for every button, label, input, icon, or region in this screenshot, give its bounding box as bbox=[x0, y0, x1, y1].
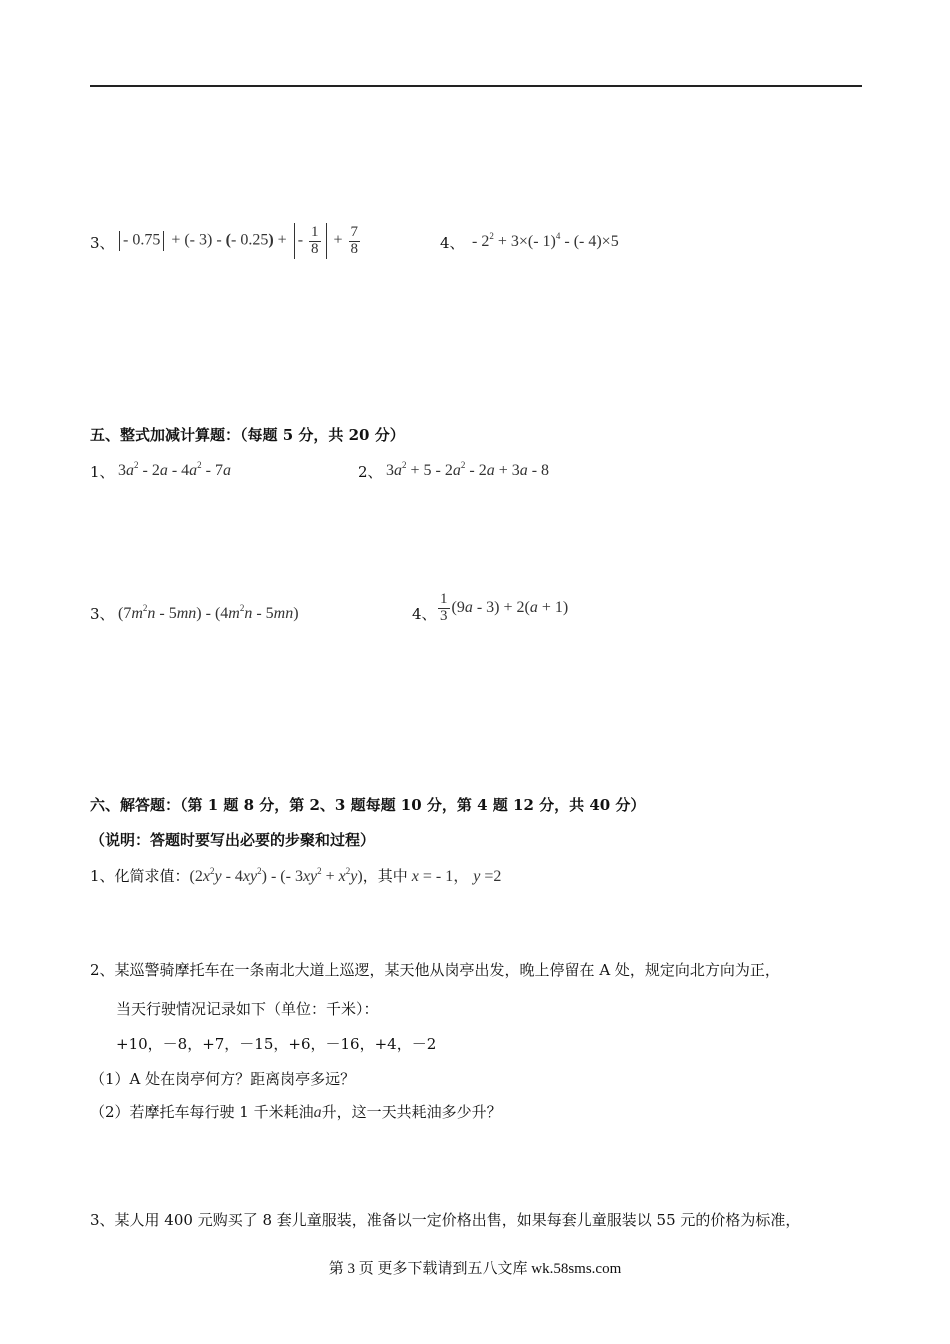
problem-4-expression: - $2^2 + 3\times(-$ 1)$^4$ - (- 4)×5 bbox=[472, 231, 619, 250]
section-6-heading: 六、解答题：（第 1 题 8 分，第 2、3 题每题 10 分，第 4 题 12 分，共 40 分） bbox=[90, 796, 646, 814]
question-2-sub-2-text-b: 升，这一天共耗油多少升？ bbox=[321, 1103, 502, 1121]
problem-4-label: 4、 bbox=[440, 234, 465, 252]
question-2-data: +10，－8，+7，－15，+6，－16，+4，－2 bbox=[116, 1035, 437, 1053]
question-2-line-1: 2、某巡警骑摩托车在一条南北大道上巡逻，某天他从岗亭出发，晚上停留在 A 处，规定向北方向为正， bbox=[90, 961, 780, 979]
section-5-problem-3-label: 3、 bbox=[90, 605, 115, 623]
section-5-problem-4-label: 4、 bbox=[412, 605, 437, 623]
question-1-expression: $(2x^2y - 4xy^2)$ - (- $3xy^2 + x^2y$) bbox=[189, 866, 363, 885]
question-1-mid: ，其中 bbox=[362, 867, 408, 885]
question-2-sub-2-text-a: （2）若摩托车每行驶 1 千米耗油 bbox=[90, 1103, 314, 1121]
section-5-problem-1-expression: $3a^2 - 2a - 4a^2 - 7a$ bbox=[118, 460, 231, 479]
question-1-condition: x = - 1， y =2 bbox=[411, 868, 502, 885]
page-footer: 第 3 页 更多下载请到五八文库 wk.58sms.com bbox=[328, 1261, 622, 1277]
section-6-note: （说明：答题时要写出必要的步聚和过程） bbox=[90, 831, 376, 849]
section-5-problem-3-expression: $(7m^2n - 5mn) - (4m^2n - 5mn)$ bbox=[118, 603, 299, 622]
section-5-heading: 五、整式加减计算题：（每题 5 分，共 20 分） bbox=[90, 426, 405, 444]
question-2-sub-2-variable: a bbox=[313, 1104, 322, 1121]
problem-3-expression: - 0.75 + (- 3) - (- 0.25) + - $\frac{1}{8}$ + $\frac{7}{8}$ bbox=[116, 223, 362, 259]
top-rule bbox=[90, 85, 862, 87]
question-2-sub-2 bbox=[90, 1101, 502, 1122]
question-2-sub-1: （1）A 处在岗亭何方？距离岗亭多远？ bbox=[90, 1070, 356, 1088]
question-1 bbox=[90, 863, 501, 886]
section-5-problem-2-expression: $3a^2 + 5 - 2a^2 - 2a + 3a - 8$ bbox=[386, 460, 550, 479]
problem-3-label: 3、 bbox=[90, 234, 115, 252]
section-5-problem-4-expression: $\frac{1}{3}$ (9a - 3) + 2(a + 1) bbox=[440, 591, 569, 624]
question-3-line-1: 3、某人用 400 元购买了 8 套儿童服装，准备以一定价格出售，如果每套儿童服装以 55 元的价格为标准， bbox=[90, 1211, 801, 1229]
question-1-prefix: 1、化简求值： bbox=[90, 867, 190, 885]
section-5-problem-2-label: 2、 bbox=[358, 463, 383, 481]
section-5-problem-1-label: 1、 bbox=[90, 463, 115, 481]
question-2-line-2: 当天行驶情况记录如下（单位：千米）： bbox=[116, 1000, 379, 1018]
